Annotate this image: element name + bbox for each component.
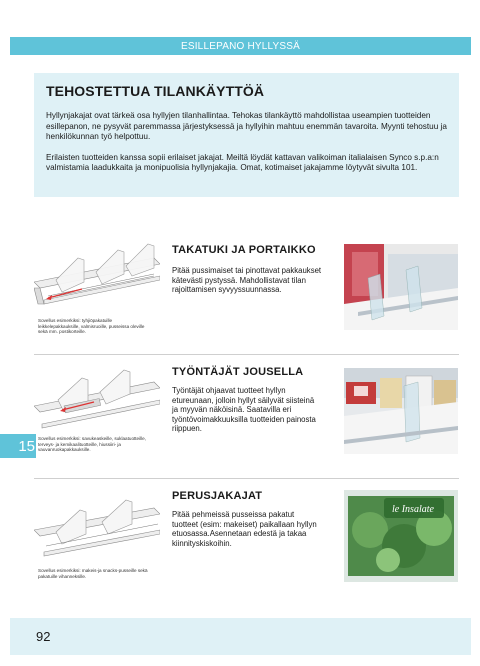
photo-label-text: le Insalate	[392, 504, 434, 515]
section-divider-1	[34, 354, 459, 355]
section-header-band	[10, 37, 471, 55]
title-tyontajat: TYÖNTÄJÄT JOUSELLA	[172, 366, 304, 378]
section-takatuki	[34, 238, 459, 342]
caption-takatuki: Sovellus esimerkiksi: tyhjiöpakatuille leikkelepakkauksille, valmisruoille, pusseissa oleville sekä mm. postikorteille.	[38, 318, 145, 335]
text-tyontajat: Työntäjät ohjaavat tuotteet hyllyn etureunaan, jolloin hyllyt säilyvät siisteinä ja myyvän näköisinä. Saatavilla eri työntövoimakkuuksilla tuotteiden painosta riippuen.	[172, 386, 316, 434]
section-divider-2	[34, 478, 459, 479]
caption-perusjakajat: Sovellus esimerkiksi: makeis-ja snacks-pusseille sekä pakatuille vihanneksille.	[38, 568, 148, 579]
chapter-tab-number: 15	[18, 437, 35, 455]
photo-back-support	[344, 244, 458, 330]
section-perusjakajat	[34, 486, 459, 608]
spring-pusher-photo-image	[344, 368, 458, 454]
back-support-photo-image	[344, 244, 458, 330]
caption-tyontajat: Sovellus esimerkiksi: savukeaskeille, suklaatuotteille, terveys- ja kemikaalituotteille, hiussiiri- ja vauvanruokapakkauksille.	[38, 436, 147, 453]
text-takatuki: Pitää pussimaiset tai pinottavat pakkaukset kätevästi pystyssä. Mahdollistavat tilan rajoittamisen syvyyssuunnassa.	[172, 266, 322, 295]
title-takatuki: TAKATUKI JA PORTAIKKO	[172, 244, 316, 256]
intro-paragraph-1: Hyllynjakajat ovat tärkeä osa hyllyjen tilanhallintaa. Tehokas tilankäyttö mahdollistaa useampien tuotteiden esillepanon, ne pysyvät paremmassa järjestyksessä ja hyllyihin mahtuu enemmän tavaroita. Myynti tehostuu ja henkilökunnan työ helpottuu.	[46, 111, 447, 142]
basic-divider-photo-image	[344, 490, 458, 582]
photo-basic-divider	[344, 490, 458, 582]
page-number: 92	[36, 629, 51, 644]
title-perusjakajat: PERUSJAKAJAT	[172, 490, 263, 502]
photo-spring-pusher	[344, 368, 458, 454]
intro-title: TEHOSTETTUA TILANKÄYTTÖÄ	[46, 83, 265, 99]
section-tyontajat	[34, 362, 459, 472]
text-perusjakajat: Pitää pehmeissä pusseissa pakatut tuotteet (esim: makeiset) paikallaan hyllyn etuosassa.Asennetaan edestä ja takaa kiinnityskiskoihin.	[172, 510, 317, 548]
intro-paragraph-2: Erilaisten tuotteiden kanssa sopii erilaiset jakajat. Meiltä löydät kattavan valikoiman italialaisen Synco s.p.a:n valmistamia laadukkaita ja monipuolisia hyllynjakajia. Omat, kotimaiset jakajamme löytyvät sivulta 101.	[46, 152, 439, 173]
chapter-tab	[0, 434, 36, 458]
footer-band	[10, 618, 471, 655]
intro-box	[34, 73, 459, 197]
section-header-title: ESILLEPANO HYLLYSSÄ	[180, 40, 301, 52]
